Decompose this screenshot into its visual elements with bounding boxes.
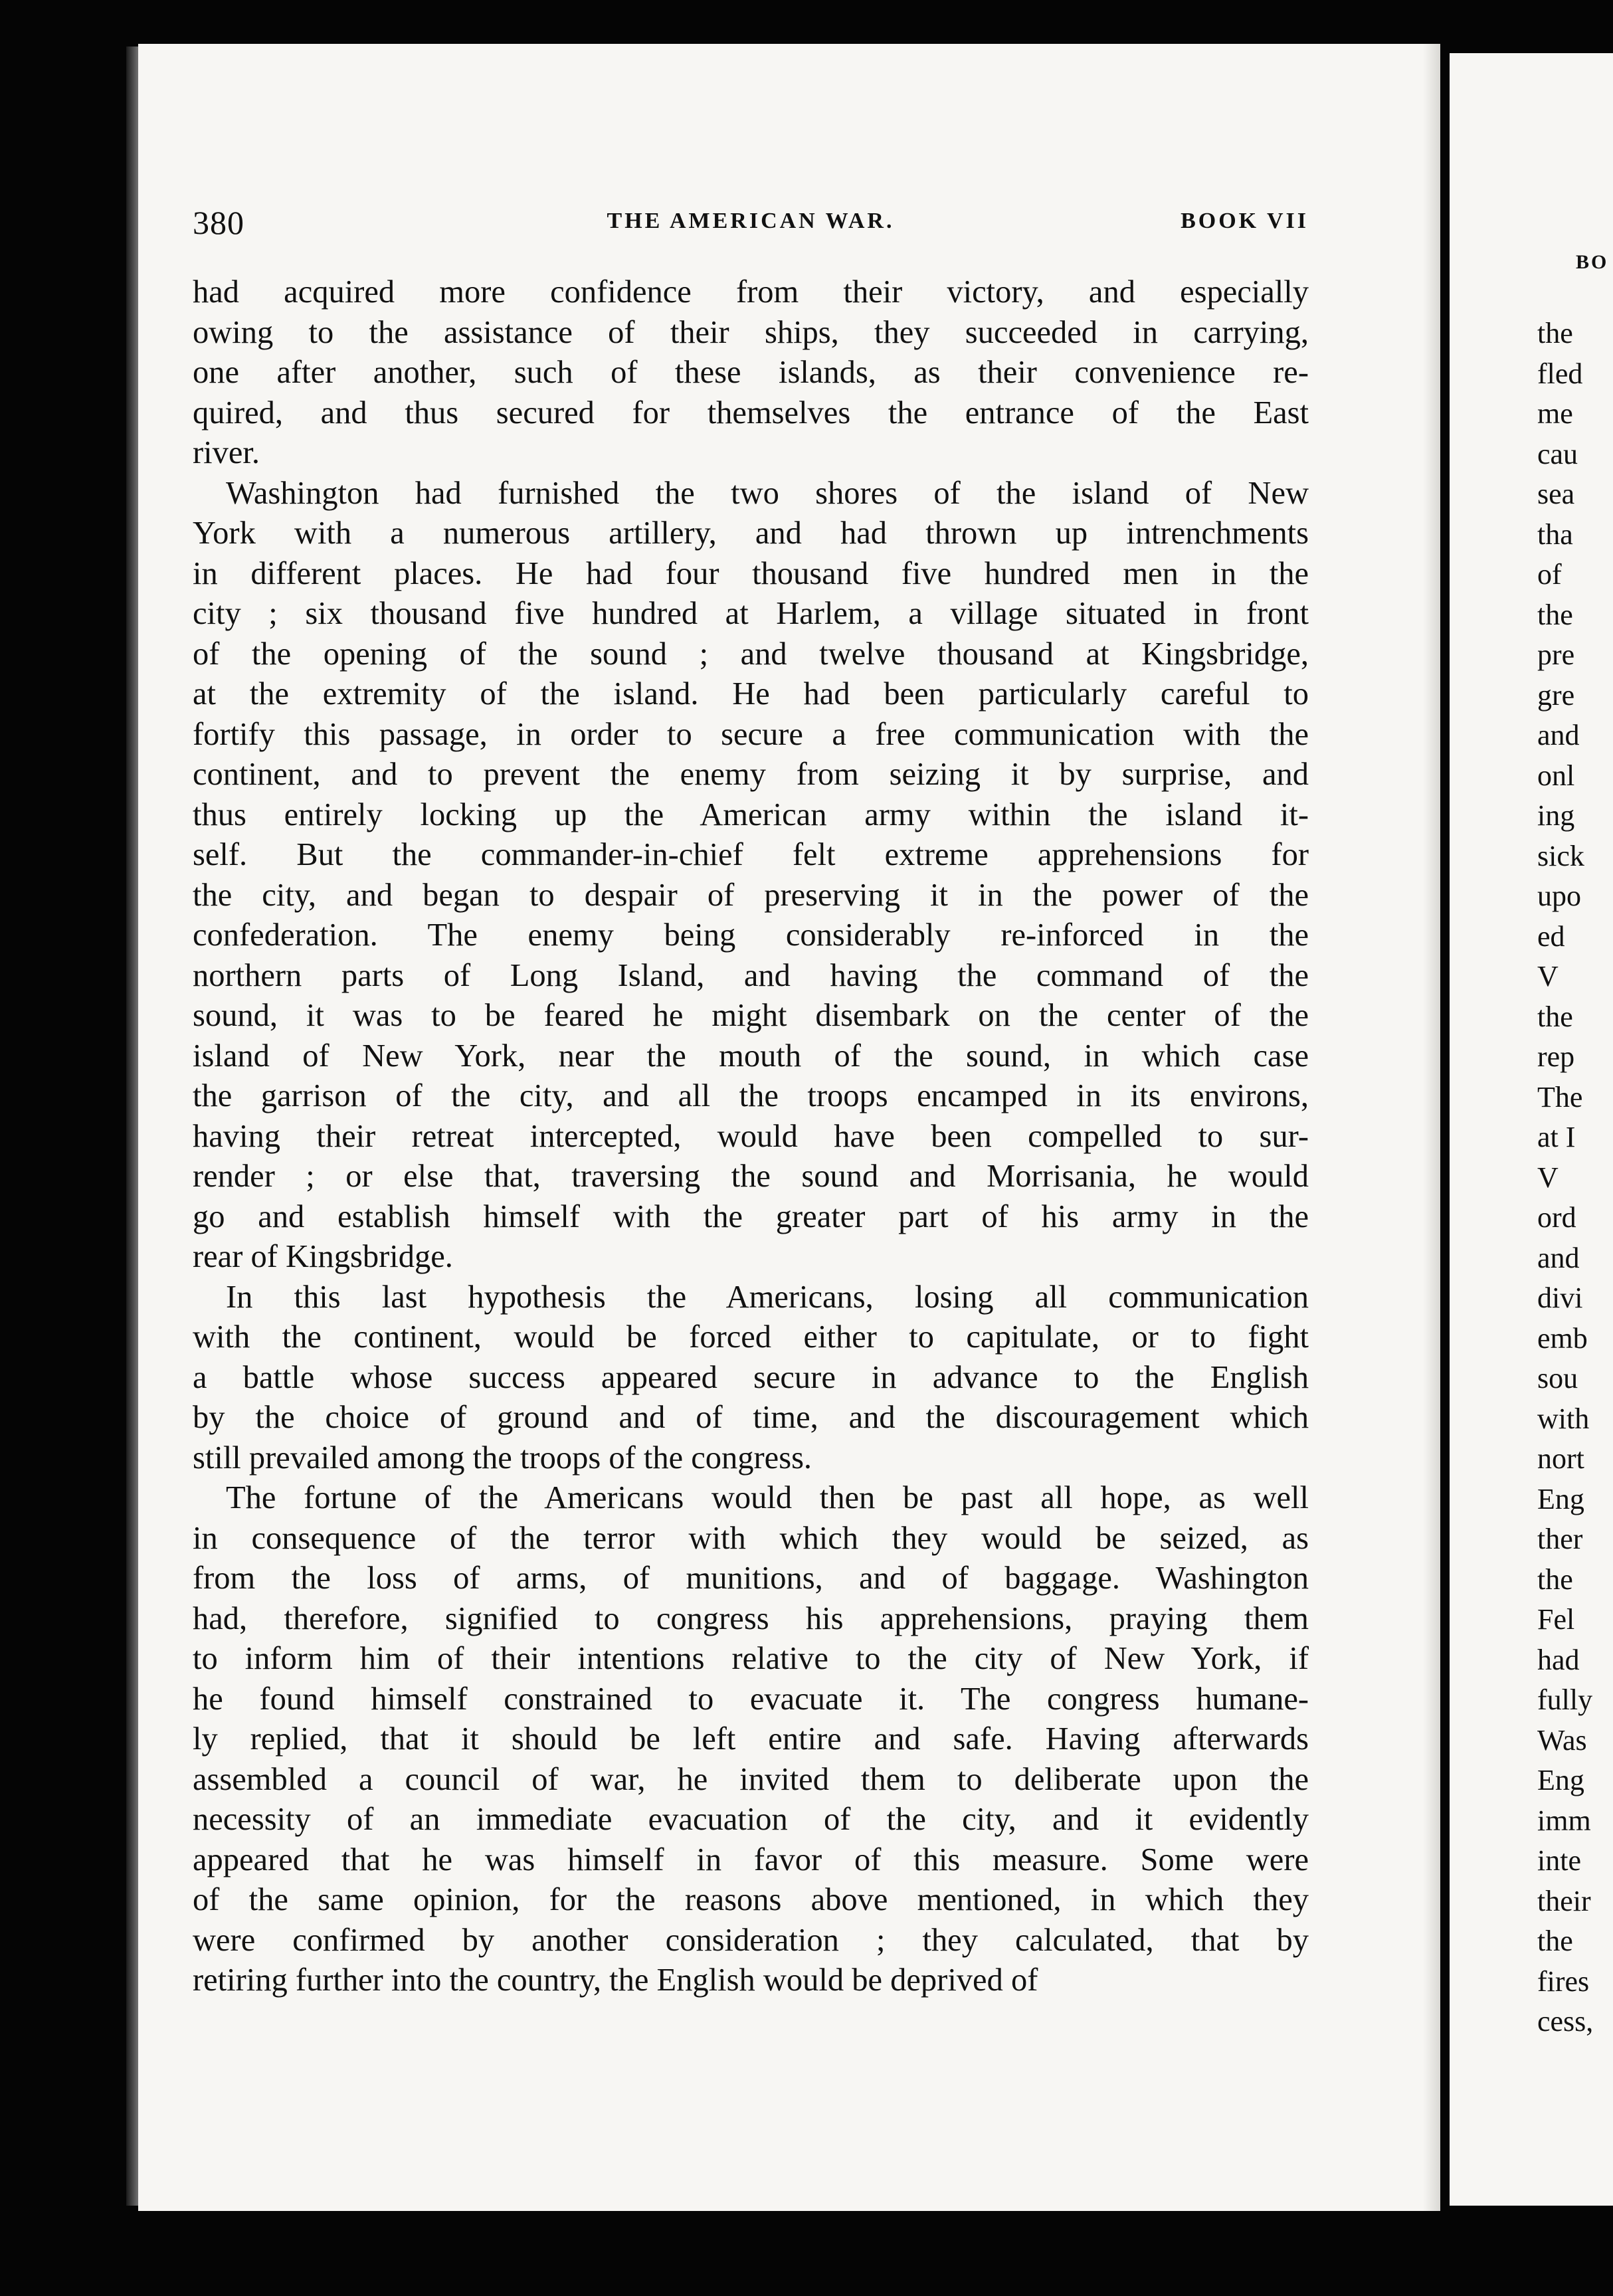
text-line: In this last hypothesis the Americans, losing all communication [226, 1279, 1309, 1315]
text-line: fortify this passage, in order to secure a free communication with the [193, 716, 1309, 752]
facing-line-fragment: sou [1537, 1362, 1578, 1394]
facing-line-fragment: ord [1537, 1201, 1576, 1234]
facing-page-text [1537, 314, 1593, 2042]
facing-page-header: BO [1576, 251, 1609, 273]
text-line: from the loss of arms, of munitions, and of baggage. Washington [193, 1561, 1309, 1596]
facing-line-fragment: of [1537, 558, 1562, 591]
facing-line-fragment: The [1537, 1080, 1583, 1113]
text-line: owing to the assistance of their ships, they succeeded in carrying, [193, 314, 1309, 350]
text-line: of the opening of the sound ; and twelve thousand at Kingsbridge, [193, 636, 1309, 672]
facing-line-fragment: the [1537, 1563, 1573, 1596]
page-header [193, 198, 1309, 251]
facing-line-fragment: onl [1537, 759, 1575, 792]
text-line: by the choice of ground and of time, and the discouragement which [193, 1400, 1309, 1435]
text-line: York with a numerous artillery, and had thrown up intrenchments [193, 516, 1309, 551]
facing-line-fragment: tha [1537, 518, 1573, 551]
facing-line-fragment: sea [1537, 478, 1575, 510]
text-line: continent, and to prevent the enemy from seizing it by surprise, and [193, 757, 1309, 792]
facing-line-fragment: nort [1537, 1442, 1584, 1475]
text-line: thus entirely locking up the American army within the island it- [193, 797, 1309, 832]
facing-line-fragment: Fel [1537, 1603, 1575, 1636]
text-line: necessity of an immediate evacuation of the city, and it evidently [193, 1802, 1309, 1837]
text-line: a battle whose success appeared secure in advance to the English [193, 1359, 1309, 1395]
facing-line-fragment: ed [1537, 919, 1565, 953]
text-line: go and establish himself with the greater part of his army in the [193, 1198, 1309, 1234]
facing-line-fragment: V [1537, 1161, 1559, 1194]
text-line: had, therefore, signified to congress his apprehensions, praying them [193, 1600, 1309, 1636]
text-line: having their retreat intercepted, would have been compelled to sur- [193, 1118, 1309, 1154]
facing-line-fragment: Was [1537, 1723, 1587, 1757]
text-line: Washington had furnished the two shores of the island of New [226, 475, 1309, 511]
text-line: at the extremity of the island. He had been particularly careful to [193, 676, 1309, 712]
facing-page [1450, 53, 1613, 2206]
facing-line-fragment: had [1537, 1643, 1580, 1676]
text-line: rear of Kingsbridge. [193, 1239, 453, 1274]
text-line: appeared that he was himself in favor of this measure. Some were [193, 1842, 1309, 1877]
text-line: in different places. He had four thousand five hundred men in the [193, 555, 1309, 591]
facing-line-fragment: Eng [1537, 1764, 1584, 1796]
text-line: in consequence of the terror with which they would be seized, as [193, 1520, 1309, 1556]
running-title: THE AMERICAN WAR. [607, 209, 895, 233]
facing-line-fragment: imm [1537, 1804, 1591, 1837]
page-edge [1423, 44, 1440, 2211]
facing-line-fragment: the [1537, 598, 1573, 631]
text-line: The fortune of the Americans would then be past all hope, as well [226, 1480, 1309, 1515]
facing-line-fragment: ing [1537, 799, 1575, 832]
text-line: had acquired more confidence from their victory, and especially [193, 274, 1309, 310]
text-line: river. [193, 435, 260, 470]
text-line: render ; or else that, traversing the sound and Morrisania, he would [193, 1159, 1309, 1194]
text-line: still prevailed among the troops of the congress. [193, 1440, 812, 1476]
text-line: self. But the commander-in-chief felt extreme apprehensions for [193, 837, 1309, 872]
text-line: northern parts of Long Island, and having the command of the [193, 957, 1309, 993]
facing-line-fragment: and [1537, 1241, 1580, 1274]
text-line: city ; six thousand five hundred at Harlem, a village situated in front [193, 596, 1309, 631]
facing-line-fragment: upo [1537, 880, 1581, 912]
text-line: of the same opinion, for the reasons above mentioned, in which they [193, 1882, 1309, 1917]
facing-line-fragment: emb [1537, 1321, 1588, 1355]
text-line: island of New York, near the mouth of the sound, in which case [193, 1038, 1309, 1074]
facing-line-fragment: divi [1537, 1282, 1583, 1314]
text-line: were confirmed by another consideration ; they calculated, that by [193, 1922, 1309, 1958]
text-line: to inform him of their intentions relative to the city of New York, if [193, 1641, 1309, 1676]
text-line: the city, and began to despair of preserving it in the power of the [193, 877, 1309, 913]
facing-line-fragment: gre [1537, 678, 1575, 712]
text-line: ly replied, that it should be left entire and safe. Having afterwards [193, 1721, 1309, 1757]
facing-line-fragment: fully [1537, 1683, 1593, 1716]
page-number: 380 [193, 204, 244, 241]
facing-line-fragment: at I [1537, 1121, 1576, 1153]
text-line: the garrison of the city, and all the troops encamped in its environs, [193, 1078, 1309, 1113]
facing-line-fragment: sick [1537, 839, 1584, 872]
facing-line-fragment: cess, [1537, 2005, 1594, 2038]
facing-line-fragment: rep [1537, 1040, 1575, 1073]
facing-line-fragment: the [1537, 1925, 1573, 1957]
facing-line-fragment: Eng [1537, 1482, 1584, 1515]
body-text [193, 272, 1309, 2001]
facing-line-fragment: their [1537, 1884, 1591, 1917]
facing-line-fragment: cau [1537, 437, 1578, 470]
text-line: retiring further into the country, the English would be deprived of [193, 1962, 1038, 1998]
facing-line-fragment: fled [1537, 357, 1583, 390]
text-line: with the continent, would be forced either to capitulate, or to fight [193, 1319, 1309, 1355]
text-line: he found himself constrained to evacuate it. The congress humane- [193, 1681, 1309, 1717]
facing-line-fragment: with [1537, 1402, 1590, 1435]
facing-line-fragment: inte [1537, 1844, 1581, 1877]
facing-line-fragment: the [1537, 317, 1573, 349]
text-line: sound, it was to be feared he might disembark on the center of the [193, 998, 1309, 1033]
text-line: one after another, such of these islands, as their convenience re- [193, 355, 1309, 390]
facing-line-fragment: the [1537, 1000, 1573, 1033]
facing-line-fragment: ther [1537, 1523, 1583, 1555]
text-line: confederation. The enemy being considerably re-inforced in the [193, 917, 1309, 953]
facing-line-fragment: and [1537, 719, 1580, 751]
book-label: BOOK VII [1181, 209, 1309, 233]
text-line: assembled a council of war, he invited them to deliberate upon the [193, 1761, 1309, 1797]
facing-line-fragment: me [1537, 397, 1573, 430]
text-line: quired, and thus secured for themselves the entrance of the East [193, 395, 1309, 430]
facing-line-fragment: V [1537, 960, 1559, 993]
facing-line-fragment: fires [1537, 1964, 1590, 1998]
facing-line-fragment: pre [1537, 638, 1575, 671]
